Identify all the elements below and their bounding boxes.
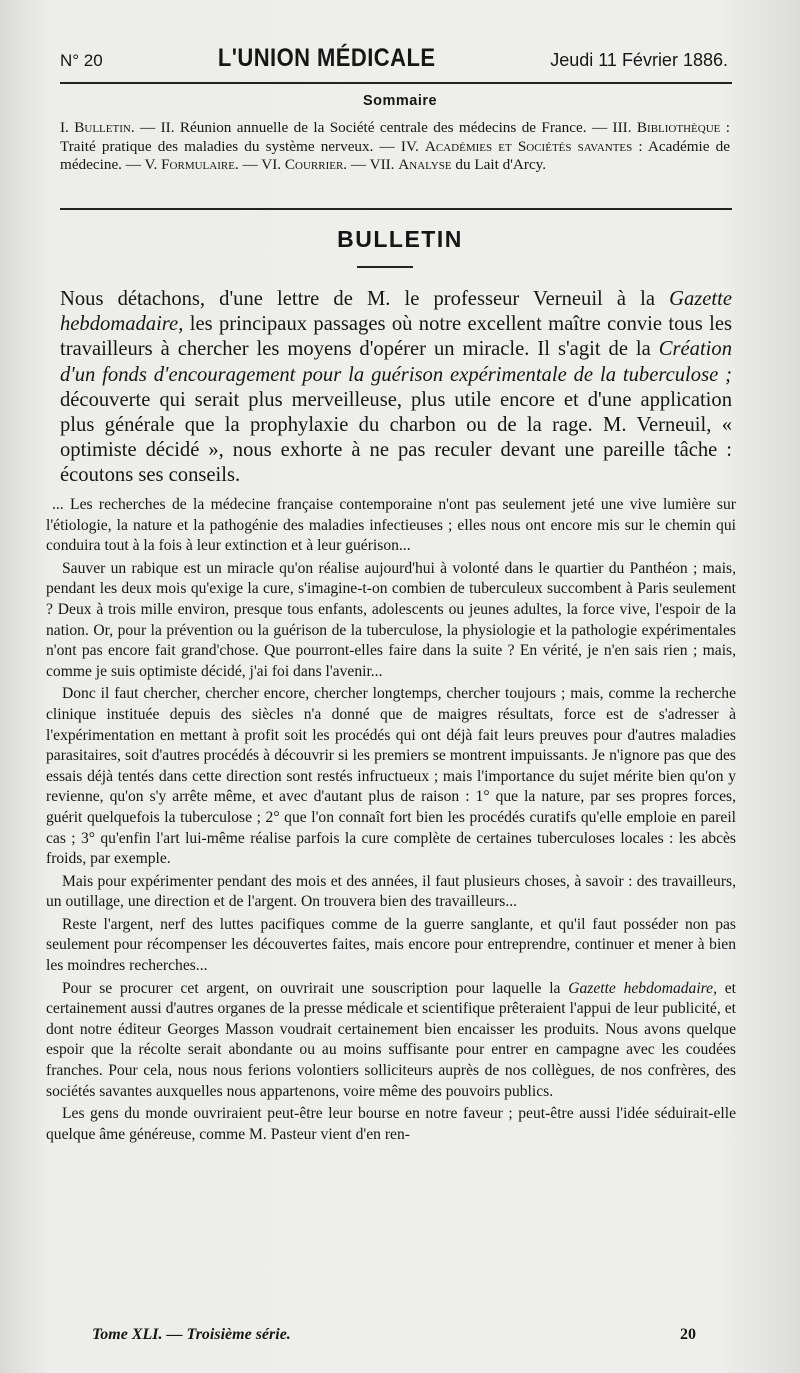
sommaire-part: : Traité pratique des maladies du système nerveux. — IV.	[60, 119, 730, 155]
header-rule	[60, 82, 732, 84]
sommaire-part: Analyse	[398, 156, 452, 173]
paragraph: ... Les recherches de la médecine française contemporaine n'ont pas seulement jeté une vive lumière sur l'étiologie, la nature et la pathogénie des maladies infectieuses ; elles nous ont encore mis sur le chemin qui conduira tout à la fois à leur extinction et à leur guérison...	[46, 496, 736, 555]
heading-underline	[357, 266, 413, 268]
sommaire-part: . — VII.	[343, 156, 399, 173]
paragraph	[46, 979, 736, 1103]
paragraph: Mais pour expérimenter pendant des mois et des années, il faut plusieurs choses, à savoir : des travailleurs, un outillage, une direction et de l'argent. On trouvera bien des travailleurs...	[46, 872, 736, 911]
sommaire-part: I.	[60, 119, 75, 136]
sommaire-rule	[60, 208, 732, 210]
paragraph: Sauver un rabique est un miracle qu'on réalise aujourd'hui à volonté dans le quartier du Panthéon ; mais, pendant les deux mois qu'exige la cure, s'imagine-t-on combien de tuberculeux succombent à Paris seulement ? Deux à trois mille environ, presque tous enfants, adolescents ou jeunes adultes, la force vive, l'espoir de la nation. Or, pour la prévention ou la guérison de la tuberculose, la physiologie et la pathologie expérimentales n'ont pas encore fait grand'chose. Que pourront-elles faire dans la suite ? En vérité, je n'en sais rien ; mais, comme je suis optimiste décidé, j'ai foi dans l'avenir...	[46, 559, 736, 680]
sommaire-part: Bibliothèque	[636, 119, 721, 136]
lead-part: découverte qui serait plus merveilleuse, plus utile encore et d'une application plus générale que la prophylaxie du charbon ou de la rage. M. Verneuil, « optimiste décidé », nous exhorte à ne pas reculer devant une pareille tâche : écoutons ses conseils.	[60, 388, 732, 487]
lead-part: Nous détachons, d'une lettre de M. le professeur Verneuil à la	[60, 288, 670, 310]
lead-part: les principaux passages où notre excellent maître convie tous les travailleurs à chercher les moyens d'opérer un miracle. Il s'agit de la	[60, 313, 732, 361]
paragraph: Les gens du monde ouvriraient peut-être leur bourse en notre faveur ; peut-être aussi l'idée séduirait-elle quelque âme généreuse, comme M. Pasteur vient d'en ren-	[46, 1105, 736, 1143]
sommaire-part: . — II. Réunion annuelle de la Société centrale des médecins de France. — III.	[130, 119, 637, 136]
journal-title: L'UNION MÉDICALE	[217, 44, 436, 72]
sommaire-title: Sommaire	[362, 93, 438, 109]
issue-number: N° 20	[60, 51, 103, 70]
section-heading: BULLETIN	[337, 226, 463, 252]
page-header	[60, 44, 728, 78]
lead-part-italic: Création d'un fonds d'encouragement pour la guérison expérimentale de la tuberculose ;	[60, 338, 732, 386]
issue-date: Jeudi 11 Février 1886.	[550, 50, 728, 70]
sommaire-part: Académies et Sociétés savantes	[424, 137, 633, 155]
sommaire-text	[60, 119, 730, 175]
sommaire-part: : Académie de médecine. — V.	[60, 137, 730, 173]
sommaire-part: Bulletin	[74, 119, 131, 136]
article-body	[46, 495, 736, 1147]
lead-part-italic: Gazette hebdomadaire,	[60, 288, 732, 336]
sommaire-part: du Lait d'Arcy.	[451, 156, 547, 173]
paragraph: Reste l'argent, nerf des luttes pacifiques comme de la guerre sanglante, et qu'il faut posséder non pas seulement pour récompenser les découvertes faites, mais encore pour entreprendre, continuer et mener à bien les moindres recherches...	[46, 915, 736, 975]
sommaire-part: Courrier	[284, 156, 344, 173]
sommaire-part: Formulaire	[161, 156, 235, 173]
paragraph-part: et certainement aussi d'autres organes de la presse médicale et scientifique prêteraient l'appui de leur publicité, et dont notre éditeur Georges Masson voudrait certainement bien encaisser les produits. Nous avons quelque espoir que la récolte serait abondante ou au moins suffisante pour entrer en campagne avec les coudées franches. Pour cela, nous nous ferions volontiers solliciteurs auprès de nos collègues, de nos confrères, des sociétés savantes auxquelles nous appartenons, voire même des pouvoirs publics.	[46, 979, 737, 1100]
sommaire-part: . — VI.	[234, 156, 285, 173]
paragraph-part: Pour se procurer cet argent, on ouvrirait une souscription pour laquelle la	[62, 979, 569, 997]
lead-paragraph	[60, 287, 732, 489]
volume-label: Tome XLI. — Troisième série.	[92, 1326, 291, 1343]
paragraph-part-italic: Gazette hebdomadaire,	[568, 979, 717, 997]
paragraph: Donc il faut chercher, chercher encore, chercher longtemps, chercher toujours ; mais, comme la recherche clinique instituée depuis des siècles n'a donné que de maigres résultats, force est de s'adresser à l'expérimentation en mettant à profit soit les procédés qui ont déjà fait leurs preuves pour d'autres maladies parasitaires, soit d'autres procédés à découvrir si les premiers se montrent impuissants. Je n'ignore pas que des essais déjà tentés dans cette direction sont restés infructueux ; mais l'importance du sujet mérite bien qu'on y revienne, qu'on s'y arrête même, et avec d'autant plus de raison : 1° que la nature, par ses propres forces, guérit quelquefois la tuberculose ; 2° que l'on connaît fort bien les procédés curatifs qu'elle emploie en pareil cas ; 3° qu'enfin l'art lui-même réalise parfois la cure complète de certaines tuberculoses locales : les abcès froids, par exemple.	[46, 685, 736, 868]
page-number: 20	[680, 1326, 696, 1343]
page-footer	[92, 1326, 696, 1344]
